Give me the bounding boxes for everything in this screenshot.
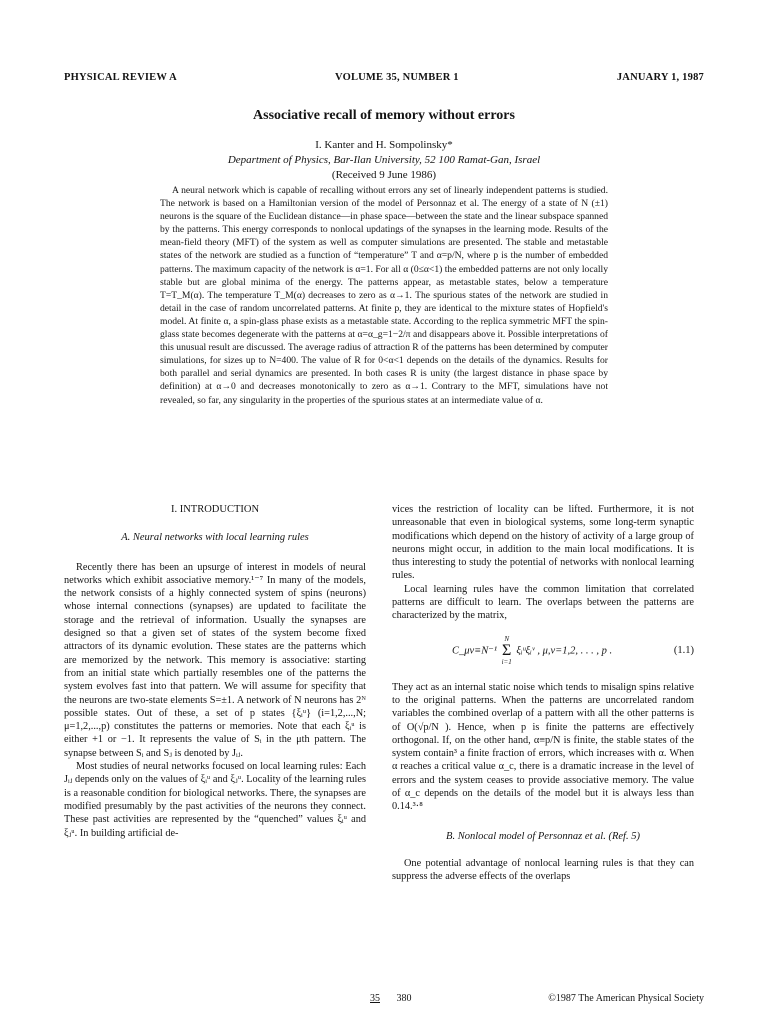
author-block (0, 138, 768, 183)
author-names: I. Kanter and H. Sompolinsky* (315, 139, 453, 151)
body-paragraph: vices the restriction of locality can be lifted. Furthermore, it is not unreasonable that even in biological systems, some long-term synaptic modifications which depend on the history of activity of a large group of neurons might occur, in addition to the main local modifications. It is thus interesting to study the potential of networks with nonlocal learning rules. (392, 504, 694, 582)
body-paragraph: Local learning rules have the common limitation that correlated patterns are difficult to learn. The overlaps between the patterns are characterized by the matrix, (392, 583, 694, 622)
sum-lower-limit: i=1 (501, 657, 512, 666)
subsection-heading: B. Nonlocal model of Personnaz et al. (Ref. 5) (446, 830, 640, 842)
sum-symbol: Σ (502, 641, 512, 659)
equation-number: (1.1) (673, 645, 694, 657)
equation-lhs: C_μν≡N⁻¹ (452, 645, 497, 657)
body-paragraph: Recently there has been an upsurge of interest in models of neural networks which exhibit associative memory.¹⁻⁷ In many of the models, the network consists of a highly connected system of spins (neurons) whose internal connections (synapses) are updated to facilitate the storage and the retrieval of information. Usually the synapses are designed so that a given set of states of the system become fixed attractors of its dynamic evolution. These states are the patterns which are memorized by the network. This memory is associative: starting from an initial state which partially resembles one of the patterns the system evolves fast into that pattern. We will assume for specifity that the neurons are two-state elements S=±1. A network of N neurons has 2ᴺ possible states. Out of these, a set of p states {ξᵢᵘ} (i=1,2,...,N; μ=1,2,...,p) constitutes the patterns or memories. Note that each ξᵢᵘ is either +1 or −1. It represents the value of Sᵢ in the μth pattern. The synapse between Sᵢ and Sⱼ is denoted by Jᵢⱼ. (64, 561, 366, 759)
footer-page-number: 380 (396, 993, 412, 1004)
section-heading: I. INTRODUCTION (170, 504, 260, 515)
left-column (64, 503, 366, 840)
footer-volume-number: 35 (370, 993, 380, 1004)
author-affiliation: Department of Physics, Bar-Ilan University, 52 100 Ramat-Gan, Israel (227, 154, 541, 166)
issue-date: JANUARY 1, 1987 (616, 72, 704, 83)
running-header (64, 72, 704, 83)
volume-number: VOLUME 35, NUMBER 1 (335, 72, 459, 83)
body-paragraph: One potential advantage of nonlocal learning rules is that they can suppress the adverse effects of the overlaps (392, 857, 694, 883)
summation (502, 635, 512, 667)
page-numbers (370, 993, 412, 1004)
equation-body (392, 635, 612, 667)
right-column (392, 503, 694, 884)
journal-name: PHYSICAL REVIEW A (64, 72, 177, 83)
article-title: Associative recall of memory without errors (253, 108, 515, 123)
copyright-notice: ©1987 The American Physical Society (548, 993, 704, 1004)
body-paragraph: They act as an internal static noise which tends to misalign spins relative to the original patterns. When the patterns are uncorrelated random variables the combined overlap of a pattern with all the other patterns is of O(√p/N ). Hence, when p is finite the patterns are effectively orthogonal. If, on the other hand, α≡p/N is finite, the stable states of the system contain³ a finite fraction of errors, which increases with α. When α reaches a critical value α_c, there is a dramatic increase in the level of errors and the system ceases to provide associative memory. The value of α_c depends on the details of the model but it is always less than 0.14.³⋅⁸ (392, 681, 694, 813)
abstract: A neural network which is capable of recalling without errors any set of linearly independent patterns is studied. The network is based on a Hamiltonian version of the model of Personnaz et al. The energy of a state of N (±1) neurons is the square of the Euclidean distance—in phase space—between the state and the linear subspace spanned by the patterns. This energy corresponds to nonlocal updatings of the synapses in the learning mode. Results of the mean-field theory (MFT) of the system as well as computer simulations are presented. The stable and metastable states of the network are studied as a function of “temperature” T and α=p/N, where p is the number of embedded patterns. The maximum capacity of the network is α=1. For all α (0≤α<1) the embedded patterns are not only locally stable but are global minima of the energy. The patterns appear, as metastable states, below a temperature T=T_M(α). The temperature T_M(α) decreases to zero as α→1. The spurious states of the network are studied in detail in the case of random uncorrelated patterns. At finite p, they are identical to the mixture states of Hopfield's model. At finite α, a spin-glass phase exists as a metastable state. According to the replica symmetric MFT the spin-glass state becomes degenerate with the patterns at α=α_g=1−2/π and disappears above it. Possible interpretations of this unusual result are discussed. The average radius of attraction R of the patterns has been determined by computer simulations, for sizes up to N=400. The value of R for 0<α<1 depends on the details of the dynamics. Results for both parallel and serial dynamics are presented. In both cases R is unity (the largest distance in phase space by definition) at α→0 and decreases monotonically to zero as α→1. Contrary to the MFT, simulations have not revealed, so far, any singularity in the properties of the spurious states at an intermediate value of α. (160, 185, 608, 406)
subsection-heading: A. Neural networks with local learning rules (121, 532, 309, 544)
body-paragraph: Most studies of neural networks focused on local learning rules: Each Jᵢⱼ depends only on the values of ξᵢᵘ and ξⱼᵘ. Locality of the learning rules is a reasonable condition for biological networks. There, the synapses are modified presumably by the past activities of the neurons they connect. These past activities are represented by the “quenched” values ξᵢᵘ and ξⱼᵘ. In building artificial de- (64, 761, 366, 839)
equation-1-1 (392, 631, 694, 671)
sum-upper-limit: N (504, 634, 510, 643)
equation-rhs: ξᵢᵘξᵢᵛ , μ,ν=1,2, . . . , p . (516, 645, 613, 657)
received-date: (Received 9 June 1986) (331, 169, 437, 181)
